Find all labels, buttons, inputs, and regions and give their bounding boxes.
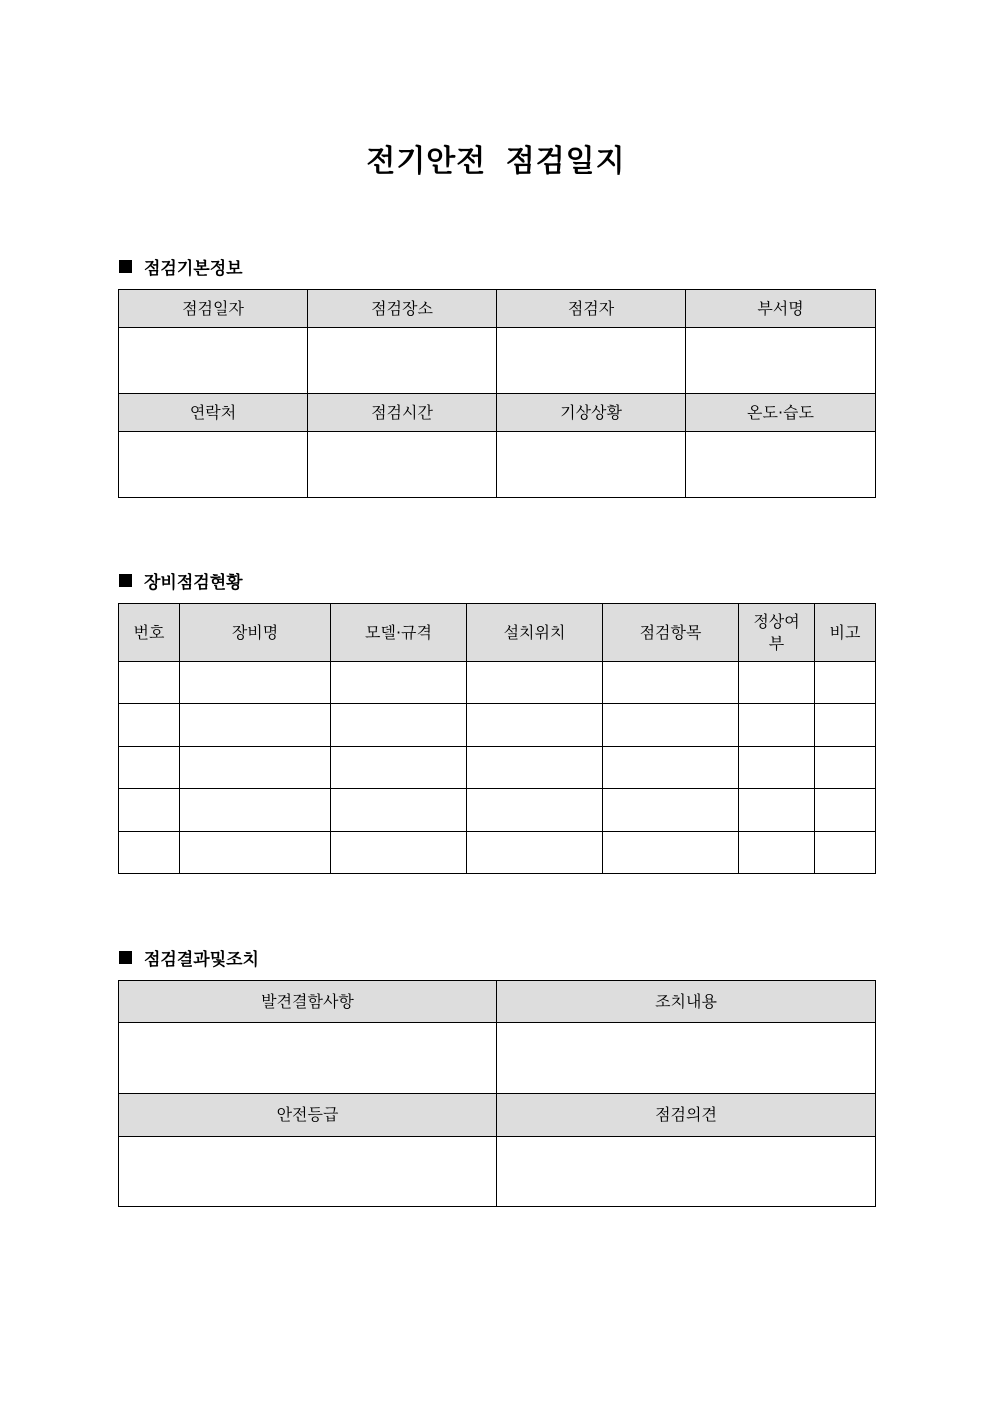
header-defects-found: 발견결함사항 <box>119 981 497 1023</box>
cell-model-spec[interactable] <box>331 704 467 747</box>
cell-normal-status[interactable] <box>739 832 815 874</box>
cell-install-location[interactable] <box>467 704 603 747</box>
header-weather: 기상상황 <box>497 394 686 432</box>
header-inspection-opinion: 점검의견 <box>497 1094 876 1137</box>
cell-number[interactable] <box>119 789 180 832</box>
cell-model-spec[interactable] <box>331 789 467 832</box>
field-department[interactable] <box>686 328 876 394</box>
header-safety-grade: 안전등급 <box>119 1094 497 1137</box>
cell-remarks[interactable] <box>815 662 876 704</box>
field-safety-grade[interactable] <box>119 1137 497 1207</box>
header-contact: 연락처 <box>119 394 308 432</box>
header-inspection-date: 점검일자 <box>119 290 308 328</box>
cell-remarks[interactable] <box>815 747 876 789</box>
field-action-taken[interactable] <box>497 1023 876 1094</box>
field-inspection-location[interactable] <box>308 328 497 394</box>
header-normal-status: 정상여부 <box>739 604 815 662</box>
header-inspection-time: 점검시간 <box>308 394 497 432</box>
cell-equipment-name[interactable] <box>180 832 331 874</box>
section-heading-results <box>119 945 259 970</box>
header-action-taken: 조치내용 <box>497 981 876 1023</box>
field-contact[interactable] <box>119 432 308 498</box>
results-table <box>118 980 876 1207</box>
basic-info-table <box>118 289 876 498</box>
cell-normal-status[interactable] <box>739 789 815 832</box>
cell-inspection-item[interactable] <box>603 832 739 874</box>
cell-number[interactable] <box>119 662 180 704</box>
cell-equipment-name[interactable] <box>180 704 331 747</box>
field-inspector[interactable] <box>497 328 686 394</box>
cell-model-spec[interactable] <box>331 662 467 704</box>
cell-number[interactable] <box>119 704 180 747</box>
cell-inspection-item[interactable] <box>603 789 739 832</box>
cell-install-location[interactable] <box>467 832 603 874</box>
header-install-location: 설치위치 <box>467 604 603 662</box>
section-heading-basic-info <box>119 254 243 279</box>
equipment-table <box>118 603 876 874</box>
cell-install-location[interactable] <box>467 789 603 832</box>
field-defects-found[interactable] <box>119 1023 497 1094</box>
square-bullet-icon <box>119 574 132 587</box>
header-inspection-location: 점검장소 <box>308 290 497 328</box>
cell-number[interactable] <box>119 832 180 874</box>
cell-install-location[interactable] <box>467 662 603 704</box>
section-heading-label: 점검기본정보 <box>144 259 243 279</box>
cell-model-spec[interactable] <box>331 747 467 789</box>
cell-equipment-name[interactable] <box>180 747 331 789</box>
header-temp-humidity: 온도·습도 <box>686 394 876 432</box>
table-row <box>119 704 876 747</box>
cell-model-spec[interactable] <box>331 832 467 874</box>
header-equipment-name: 장비명 <box>180 604 331 662</box>
cell-remarks[interactable] <box>815 832 876 874</box>
cell-normal-status[interactable] <box>739 747 815 789</box>
table-row <box>119 662 876 704</box>
cell-equipment-name[interactable] <box>180 662 331 704</box>
section-heading-equipment <box>119 568 243 593</box>
header-inspection-item: 점검항목 <box>603 604 739 662</box>
cell-number[interactable] <box>119 747 180 789</box>
square-bullet-icon <box>119 260 132 273</box>
cell-inspection-item[interactable] <box>603 747 739 789</box>
cell-remarks[interactable] <box>815 789 876 832</box>
cell-normal-status[interactable] <box>739 662 815 704</box>
section-heading-label: 장비점검현황 <box>144 573 243 593</box>
header-department: 부서명 <box>686 290 876 328</box>
header-remarks: 비고 <box>815 604 876 662</box>
table-row <box>119 832 876 874</box>
header-inspector: 점검자 <box>497 290 686 328</box>
field-inspection-opinion[interactable] <box>497 1137 876 1207</box>
header-number: 번호 <box>119 604 180 662</box>
field-inspection-date[interactable] <box>119 328 308 394</box>
field-temp-humidity[interactable] <box>686 432 876 498</box>
document-title: 전기안전 점검일지 <box>366 144 626 179</box>
square-bullet-icon <box>119 951 132 964</box>
field-inspection-time[interactable] <box>308 432 497 498</box>
header-model-spec: 모델·규격 <box>331 604 467 662</box>
cell-inspection-item[interactable] <box>603 704 739 747</box>
cell-normal-status[interactable] <box>739 704 815 747</box>
section-heading-label: 점검결과및조치 <box>144 950 259 970</box>
table-row <box>119 789 876 832</box>
cell-equipment-name[interactable] <box>180 789 331 832</box>
cell-remarks[interactable] <box>815 704 876 747</box>
cell-inspection-item[interactable] <box>603 662 739 704</box>
field-weather[interactable] <box>497 432 686 498</box>
table-row <box>119 747 876 789</box>
cell-install-location[interactable] <box>467 747 603 789</box>
